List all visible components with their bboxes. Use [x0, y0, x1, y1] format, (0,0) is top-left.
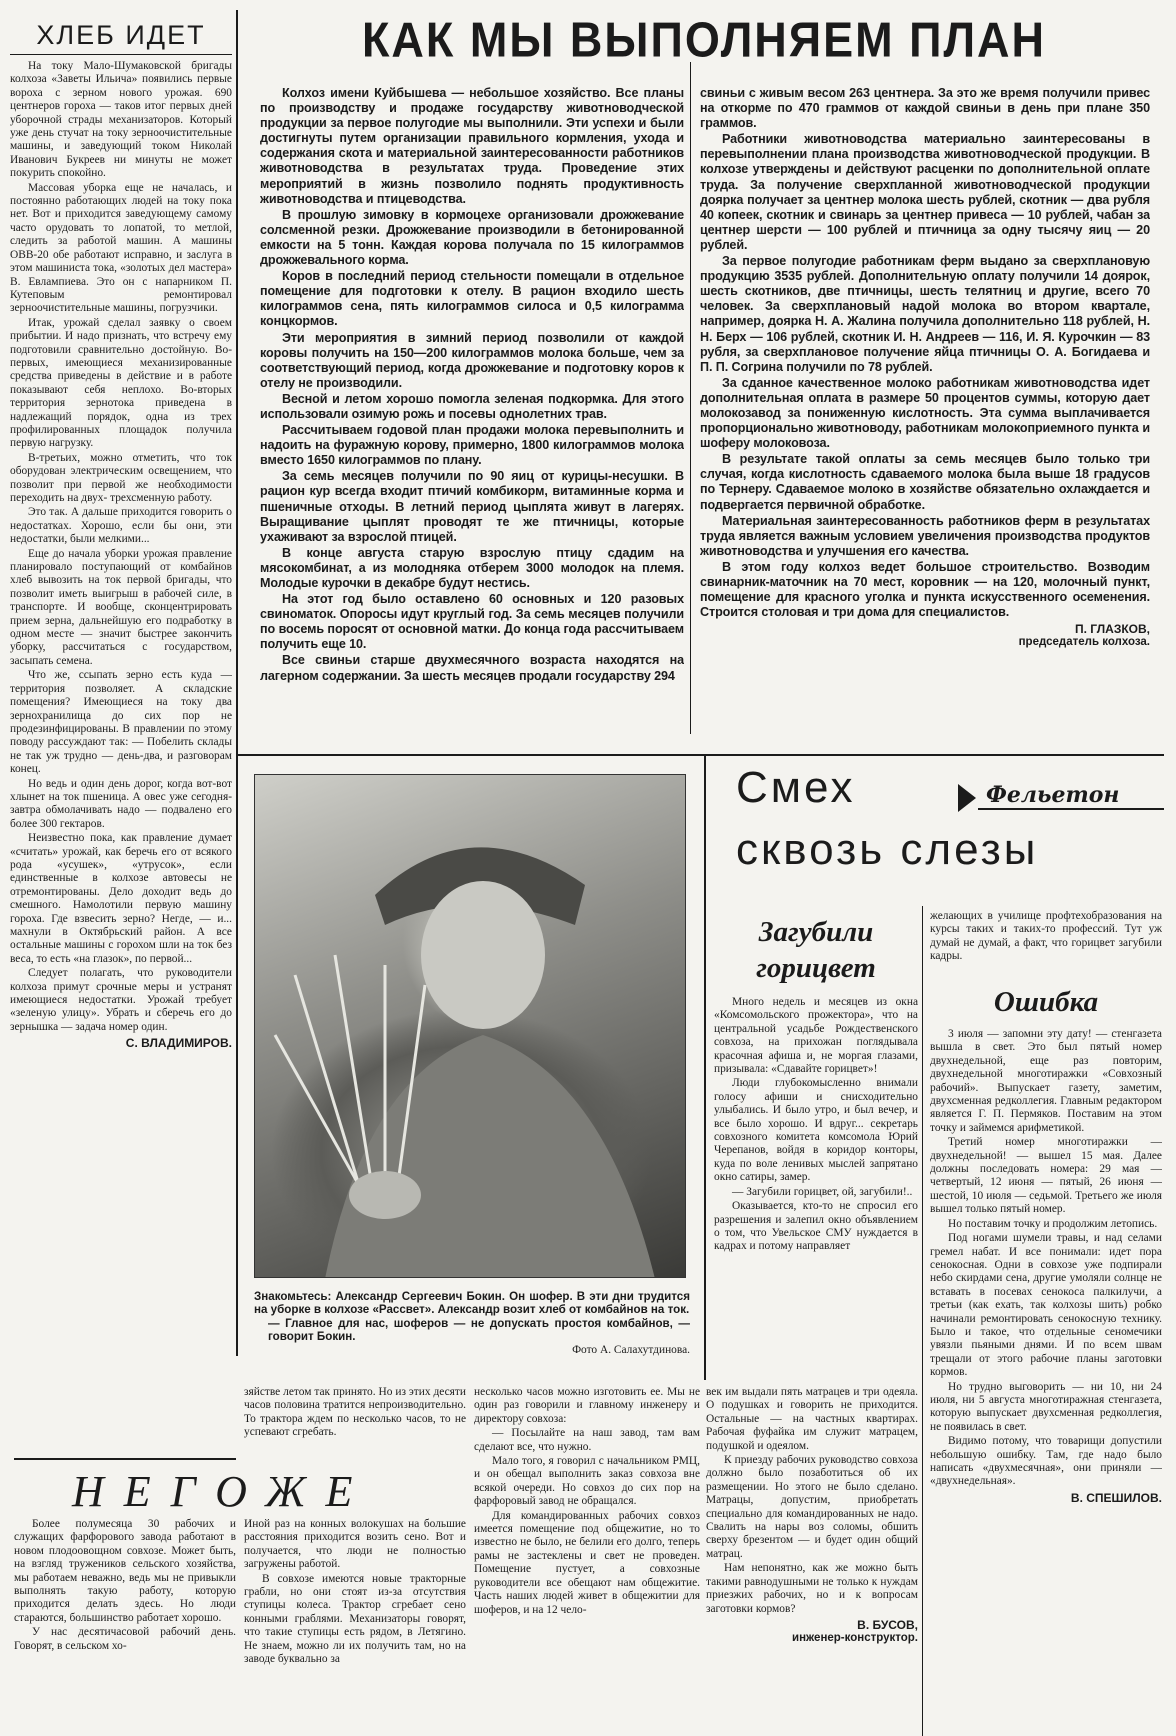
- oshibka-signature: В. СПЕШИЛОВ.: [1070, 1490, 1162, 1505]
- zagubili-paragraph: — Загубили горицвет, ой, загубили!..: [732, 1185, 913, 1198]
- plan-paragraph: За семь месяцев получили по 90 яиц от курицы-несушки. В рацион кур всегда входит птичий комбикорм, витаминные корма и пшеничные отходы. В летний период цыплята живут в лагерях. Выращивание цыплят проводят те же птичницы, которые ухаживают за взрослой птицей.: [260, 469, 684, 544]
- smeh-left-rule: [922, 906, 923, 1736]
- negozhe-paragraph: Иной раз на конных волокушах на большие расстояния приходится возить сено. Вот и получается, что люди не полностью загружены работой.: [244, 1518, 466, 1571]
- plan-paragraph: Весной и летом хорошо помогла зеленая подкормка. Для этого использовали озимую рожь и посевы однолетних трав.: [260, 391, 684, 421]
- column-rule-left: [236, 10, 238, 1356]
- oshibka-paragraph: 3 июля — запомни эту дату! — стенгазета вышла в свет. Это был пятый номер двухнедельной, еще раз повторим, двухнедельной многотиражки «Совхозный рабочий». Выпускает газету, заметим, двухсменная редколлегия. Главным редактором является Г. П. Пермяков. Поставим на этом точку и займемся арифметикой.: [930, 1028, 1162, 1134]
- portrait-illustration: [255, 775, 686, 1278]
- oshibka-paragraph: Видимо потому, что товарищи допустили небольшую ошибку. Там, где надо было написать «двухмесячная», они приняли — «двухнедельная».: [930, 1435, 1162, 1488]
- plan-paragraph: свиньи с живым весом 263 центнера. За это же время получили привес на откорме по 470 граммов от каждой свиньи в день при плане 350 граммов.: [700, 86, 1150, 131]
- photo-quote: — Главное для нас, шоферов — не допускать простоя комбайнов, — говорит Бокин.: [268, 1316, 690, 1344]
- smeh-heading: [736, 762, 1166, 902]
- hands-shape: [349, 1171, 421, 1219]
- photo-bokin: [254, 774, 686, 1278]
- negozhe-top-col1: [244, 1386, 466, 1458]
- negozhe-col3: [706, 1386, 918, 1732]
- negozhe-top-col2: [474, 1386, 700, 1726]
- photo-caption: Знакомьтесь: Александр Сергеевич Бокин. Он шофер. В эти дни трудится на уборке в колхозе «Рассвет». Александр возит хлеб от комбайнов на ток.: [254, 1290, 690, 1317]
- column-rule-center: [690, 62, 691, 734]
- plan-paragraph: Работники животноводства материально заинтересованы в перевыполнении плана производства животноводческой продукции. В колхозе утверждены и действуют расценки по дополнительной оплате труда. За получение сверхпланной животноводческой продукции доярка получает за центнер молока шесть рублей, скотник — два рубля 40 копеек, скотник и свинарь за центнер привеса — 10 рублей, чабан за центнер шерсти — 100 рублей и птичница за одну тысячу яиц — 20 рублей.: [700, 132, 1150, 252]
- negozhe-paragraph: век им выдали пять матрацев и три одеяла. О подушках и говорить не приходится. Остальные — на частных квартирах. Рабочая фуфайка им служит матрацем, подушкой и одеялом.: [706, 1386, 918, 1452]
- plan-paragraph: Рассчитываем годовой план продажи молока перевыполнить и надоить на фуражную корову, примерно, 1800 килограммов молока вместо 1650 килограммов по плану.: [260, 423, 684, 468]
- negozhe-paragraph: Мало того, я говорил с начальником РМЦ, и он обещал выполнить заказ совхоза вне всякой очереди. Но совхоз до сих пор на фарфоровый завод не обращался.: [474, 1455, 700, 1508]
- plan-paragraph: В прошлую зимовку в кормоцехе организовали дрожжевание солсменной резки. Дрожжевание производили в бетонированной емкости на 5 тонн. Каждая корова получала по 15 килограммов дрожжевального корма.: [260, 207, 684, 268]
- hleb-paragraph: Массовая уборка еще не началась, и постоянно работающих людей на току пока нет. Вот и приходится заведующему самому часто орудовать то лопатой, то метлой, следить за работой машин. А машины ОВВ-20 обе работают исправно, и заслуга в этом машиниста тока, «золотых дел мастера» В. Евлампиева. Это он с напарником П. Кутеповым ремонтировал зерноочистительные машины, погрузчики.: [10, 181, 232, 315]
- hleb-paragraph: Еще до начала уборки урожая правление планировало поступающий от комбайнов хлеб вывозить на ток первой бригады, что позволит иметь выигрыш в рабочей силе, в транспорте. И вообще, сконцентрировать прием зерна, дальнейшую его подработку в одном месте — значит быстрее закончить уборку, рассчитаться с государством, засыпать семена.: [10, 547, 232, 667]
- plan-signature: П. ГЛАЗКОВ,: [1074, 622, 1150, 637]
- oshibka-paragraph: Под ногами шумели травы, и над селами гремел набат. И все понимали: идет пора сенокосная. Одни в совхозе уже подпирали небо скирдами сена, другие умоляли солнце не вставать в посевах сенокоса палкилучи, а третьи (как ехать, так колхозы шить) робко начинали ремонтировать сенокосную технику. Было и такое, что отдельные сеномечики увязли пьяными днями. И по всем швам трещали от этого рабочие планы заготовки кормов.: [930, 1232, 1162, 1379]
- hleb-paragraph: В-третьих, можно отметить, что ток оборудован электрическим освещением, что позволит при первой же необходимости переходить на двух- трехсменную работу.: [10, 451, 232, 504]
- zagubili-paragraph: желающих в училище профтехобразования на курсы таких и таких-то профессий. Тут уж думай не думай, а факт, что горицвет загубили кадры.: [930, 910, 1162, 963]
- feuilleton-marker-icon: [958, 784, 976, 812]
- zagubili-paragraph: Оказывается, кто-то не спросил его разрешения и залепил окно объявлением о том, что Увельское СМУ нуждается в кадрах и потому направляет: [714, 1200, 918, 1253]
- zagubili-continued: [930, 910, 1162, 980]
- plan-paragraph: За первое полугодие работникам ферм выдано за сверхплановую продукцию 3535 рублей. Дополнительную оплату получили 14 доярок, шесть скотников, две птичницы, шесть телятниц и другие, всего 70 человек. За сверхплановый надой молока во втором квартале, например, доярка Н. А. Жалина получила дополнительно 118 рублей, Н. Н. Берх — 106 рублей, скотник И. Н. Андреев — 116, И. Я. Курочкин — 83 рубля, за сверхплановое получение яйца птичницы О. А. Богидаева и П. П. Согрина получили по 78 рублей.: [700, 254, 1150, 374]
- negozhe-paragraph: В совхозе имеются новые тракторные грабли, но они стоят из-за отсутствия ступицы колеса. Трактор сгребает сено конными граблями. Механизаторы говорят, что такие ступицы есть рядом, в Летягино. Не знаем, можно ли их получить там, но на заводе буквально за: [244, 1572, 466, 1666]
- plan-signature-role: председатель колхоза.: [1018, 636, 1150, 649]
- zagubili-title-line1: Загубили: [758, 916, 874, 948]
- plan-column-2: [700, 86, 1150, 750]
- hleb-paragraph: Следует полагать, что руководители колхоза примут срочные меры и устранят имеющиеся недостатки. Урожай требует «зеленую улицу». Убрать и сберечь его до зернышка — задача номер один.: [10, 967, 232, 1033]
- feuilleton-label-wrap: [958, 782, 1164, 814]
- plan-paragraph: В конце августа старую взрослую птицу сдадим на мясокомбинат, а из молодняка отберем 3000 молодок на племя. Молодые курочки в декабре будут нестись.: [260, 545, 684, 590]
- negozhe-title-block: [14, 1466, 454, 1516]
- plan-paragraph: Колхоз имени Куйбышева — небольшое хозяйство. Все планы по производству и продаже государству животноводческой продукции за первое полугодие мы выполнили. Эти успехи и были достигнуты путем организации правильного кормления, ухода и содержания скота и материальной заинтересованности работников животноводства в результатах труда. Проведение этих мероприятий в жизнь позволило поднять продуктивность животноводства и птицеводства.: [260, 86, 684, 206]
- hleb-article: [10, 20, 232, 1460]
- negozhe-col2: [244, 1518, 466, 1732]
- plan-bottom-rule: [236, 754, 1164, 756]
- oshibka-paragraph: Третий номер многотиражки — двухнедельной! — вышел 15 мая. Далее должны последовать номера: 29 мая — четвертый, 12 июня — пятый, 26 июня — шестой, 10 июля — седьмой. Третьего же июля вышел только пятый номер.: [930, 1136, 1162, 1216]
- negozhe-paragraph: зяйстве летом так принято. Но из этих десяти часов половина тратится непроизводительно. То трактора ждем по несколько часов, то не успевают сгребать.: [244, 1386, 466, 1439]
- plan-paragraph: В этом году колхоз ведет большое строительство. Возводим свинарник-маточник на 70 мест, коровник — на 120, молочный пункт, помещение для красного уголка и пункта искусственного осеменения. Строится столовая и три дома для специалистов.: [700, 559, 1150, 620]
- zagubili-title-line2: горицвет: [756, 952, 876, 984]
- photo-caption-block: [254, 1290, 690, 1362]
- face-shape: [421, 881, 545, 1029]
- negozhe-signature-role: инженер-конструктор.: [792, 1631, 918, 1644]
- plan-title-block: [244, 14, 1164, 72]
- hleb-title-rule: [10, 54, 232, 55]
- hleb-paragraph: Неизвестно пока, как правление думает «считать» урожай, как беречь его от всякого рода «усушек», «утрусок», если единственные в колхозе автовесы не отремонтированы. Дело доходит ведь до смешного. Намолотили первую машину гороха. Где взвесить зерно? Негде, — и... махнули в Октябрьский район. А все остальные машины с горохом шли на ток без веса, то есть «на глазок», по первой...: [10, 832, 232, 965]
- smeh-title-line1: Смех: [736, 763, 856, 812]
- hleb-signature: С. ВЛАДИМИРОВ.: [125, 1036, 232, 1051]
- hleb-body: [10, 60, 232, 1050]
- negozhe-title: НЕГОЖЕ: [72, 1467, 373, 1516]
- plan-paragraph: Материальная заинтересованность работников ферм в результатах труда является важным условием увеличения производства продуктов животноводства и улучшения его качества.: [700, 513, 1150, 558]
- oshibka-paragraph: Но поставим точку и продолжим летопись.: [948, 1217, 1158, 1230]
- zagubili-paragraph: Много недель и месяцев из окна «Комсомольского прожектора», что на центральной усадьбе Рождественского совхоза, на прихожан поглядывала красочная афиша и, не моргая глазами, призывала: «Сдавайте горицвет»!: [714, 996, 918, 1076]
- plan-paragraph: Все свиньи старше двухмесячного возраста находятся на лагерном содержании. За шесть месяцев продали государству 294: [260, 653, 684, 683]
- hleb-paragraph: Итак, урожай сделал заявку о своем прибытии. И надо признать, что встречу ему подготовили сравнительно достойную. Во-первых, имеющиеся механизированные средства приведены в действие и в работе показывают себя неплохо. Во-вторых территория зернотока приведена в надлежащий порядок, одна из трех профилированных площадок получила первую нагрузку.: [10, 316, 232, 450]
- hleb-paragraph: На току Мало-Шумаковской бригады колхоза «Заветы Ильича» появились первые вороха с зерном нового урожая. 690 центнеров гороха — таков итог первых дней уборочной страды механизаторов. Который уже день стучат на току зерноочистительные машины, и заведующий током Николай Иванович Букреев ни минуты не может покурить спокойно.: [10, 60, 232, 180]
- plan-paragraph: Эти мероприятия в зимний период позволили от каждой коровы получить на 150—200 килограммов молока больше, чем за соответствующий период, когда дрожжевание и подготовку коров к отелу не производили.: [260, 330, 684, 390]
- plan-paragraph: В результате такой оплаты за семь месяцев было только три случая, когда кислотность сдаваемого молока была выше 18 градусов по Тернеру. Сдаваемое молоко в хозяйстве обязательно охлаждается и подвергается первичной обработке.: [700, 452, 1150, 512]
- plan-paragraph: Коров в последний период стельности помещали в отдельное помещение для подготовки к отелу. В рацион входило шесть килограммов сена, пять килограммов силоса и 0,5 килограмма концкормов.: [260, 269, 684, 329]
- negozhe-paragraph: У нас десятичасовой рабочий день. Говорят, в сельском хо-: [14, 1626, 236, 1652]
- photo-right-rule: [704, 754, 706, 1380]
- negozhe-paragraph: Нам непонятно, как же можно быть такими равнодушными не только к нуждам приезжих рабочих, но и к вопросам заготовки кормов?: [706, 1562, 918, 1615]
- feuilleton-label: Фельетон: [978, 782, 1164, 810]
- plan-title: КАК МЫ ВЫПОЛНЯЕМ ПЛАН: [361, 14, 1047, 68]
- hleb-paragraph: Что же, ссыпать зерно есть куда — территория позволяет. А складские помещения? Имеющиеся на току два зернохранилища до сих пор не продезинфицированы. В правлении по этому поводу рассуждают так: — Побелить склады не так уж трудно — день-два, и разговорам конец.: [10, 669, 232, 776]
- negozhe-paragraph: — Посылайте на наш завод, там вам сделают все, что нужно.: [474, 1427, 700, 1453]
- plan-column-1: [260, 86, 684, 746]
- negozhe-paragraph: Более полумесяца 30 рабочих и служащих фарфорового завода работают в новом плодоовощном совхозе. Может быть, на взгляд тружеников сельского хозяйства, мы работаем неважно, ведь мы не привыкли выполнять такую работу, которую приходится делать здесь. Но люди стараются, большинство работает хорошо.: [14, 1518, 236, 1624]
- oshibka-article: [930, 984, 1162, 1728]
- smeh-title-line2: сквозь слезы: [736, 825, 1039, 874]
- oshibka-paragraph: Но трудно выговорить — ни 10, ни 24 июля, ни 5 августа многотиражная стенгазета, которую выпускает двухсменная редколлегия, не появилась в свет.: [930, 1380, 1162, 1433]
- plan-paragraph: За сданное качественное молоко работникам животноводства идет дополнительная оплата в размере 50 процентов суммы, которую дает молокозавод за пониженную кислотность. Эта сумма выплачивается пропорционально животноводу, работникам молокоприемного пункта и шоферу молоковоза.: [700, 375, 1150, 451]
- hleb-paragraph: Это так. А дальше приходится говорить о недостатках. Хорошо, если бы они, эти недостатки, были мелкими...: [10, 506, 232, 546]
- sweater-shape: [325, 1035, 655, 1278]
- negozhe-signature: В. БУСОВ,: [857, 1617, 918, 1632]
- photo-credit: Фото А. Салахутдинова.: [572, 1343, 690, 1356]
- negozhe-paragraph: несколько часов можно изготовить ее. Мы не один раз говорили и главному инженеру и директору совхоза:: [474, 1386, 700, 1425]
- hleb-paragraph: Но ведь и один день дорог, когда вот-вот хлынет на ток пшеница. А овес уже сегодня-завтра обмолачивать надо — подвалено его более 300 гектаров.: [10, 777, 232, 830]
- zagubili-article: [714, 914, 918, 1444]
- negozhe-paragraph: К приезду рабочих руководство совхоза должно было позаботиться об их размещении. Но этого не было сделано. Матрацы, допустим, приобретать специально для командированных не надо. Свалить на нары воз соломы, обшить сверху брезентом — и будет один общий матрац.: [706, 1454, 918, 1560]
- plan-paragraph: На этот год было оставлено 60 основных и 120 разовых свиноматок. Опоросы идут круглый год. За семь месяцев получили по восемь поросят от основной матки. До конца года рассчитываем получить еще 10.: [260, 592, 684, 652]
- zagubili-paragraph: Люди глубокомысленно внимали голосу афиши и снисходительно улыбались. И было утро, и был вечер, и все было хорошо. И вдруг... секретарь совхозного комитета комсомола Юрий Черепанов, войдя в коридор конторы, куда по воле ленивых мыслей запрятано окно сатиры, замер.: [714, 1077, 918, 1184]
- negozhe-paragraph: Для командированных рабочих совхоз имеется помещение под общежитие, но то известно не было, не белили его долго, теперь рамы не застеклены и свет не проведен. Помещение пустует, а совхозные руководители все обещают нам общежитие. Часть наших людей живет в общежитии для шоферов, и на 12 чело-: [474, 1509, 700, 1616]
- negozhe-col1: [14, 1518, 236, 1732]
- oshibka-title: Ошибка: [993, 986, 1099, 1018]
- hleb-title: ХЛЕБ ИДЕТ: [36, 20, 206, 50]
